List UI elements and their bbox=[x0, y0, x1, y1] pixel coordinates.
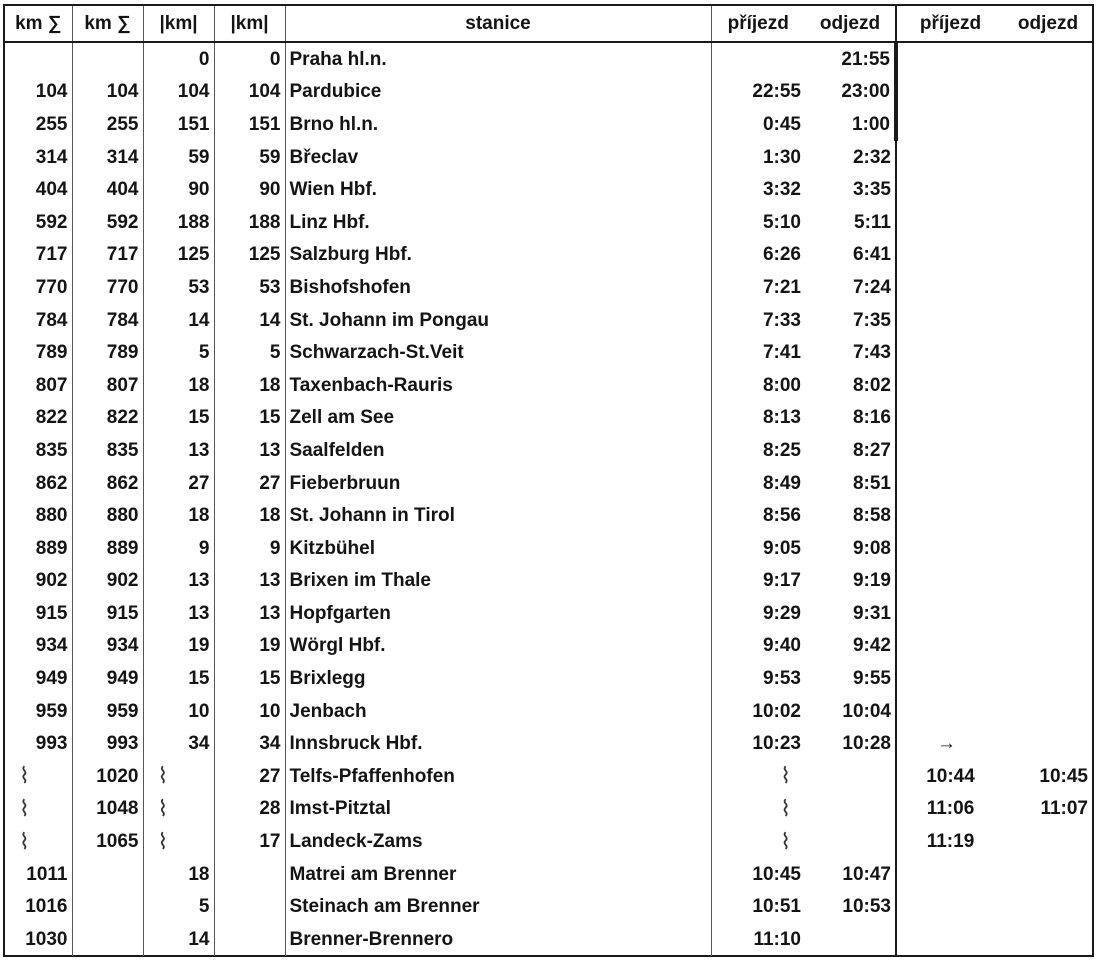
cell-km-sum-main: 835 bbox=[5, 434, 72, 467]
cell-departure-alt: 10:45 bbox=[1039, 765, 1088, 787]
col-header-km-sum-2: km ∑ bbox=[72, 6, 143, 42]
col-header-arrival-1: příjezd bbox=[711, 6, 805, 42]
cell-km-abs-main: 5 bbox=[143, 890, 214, 923]
table-row bbox=[5, 597, 1092, 630]
cell-departure-alt bbox=[1004, 499, 1092, 532]
cell-km-abs-main: 151 bbox=[143, 108, 214, 141]
cell-departure-alt bbox=[1004, 206, 1092, 239]
cell-km-sum-alt: 934 bbox=[72, 630, 143, 663]
cell-km-sum-main: 104 bbox=[5, 76, 72, 109]
cell-km-abs-alt: 18 bbox=[214, 499, 285, 532]
cell-km-abs-main: 34 bbox=[143, 727, 214, 760]
cell-station: Taxenbach-Rauris bbox=[285, 369, 711, 402]
cell-arrival-main: 8:00 bbox=[762, 374, 801, 396]
cell-arrival-main: 9:05 bbox=[762, 537, 801, 559]
table-row bbox=[5, 141, 1092, 174]
cell-km-sum-main: 959 bbox=[5, 695, 72, 728]
cell-departure-alt bbox=[1004, 825, 1092, 858]
cell-km-abs-alt: 13 bbox=[214, 434, 285, 467]
cell-km-abs-alt: 125 bbox=[214, 239, 285, 272]
header-row bbox=[5, 6, 1092, 42]
cell-arrival-alt bbox=[896, 532, 1004, 565]
table-row bbox=[5, 369, 1092, 402]
cell-km-abs-main: 13 bbox=[143, 565, 214, 598]
table-row bbox=[5, 402, 1092, 435]
table-row bbox=[5, 695, 1092, 728]
cell-arrival-alt bbox=[896, 565, 1004, 598]
cell-departure-main: 9:31 bbox=[805, 597, 896, 630]
cell-km-sum-main: 314 bbox=[5, 141, 72, 174]
cell-arrival-alt bbox=[896, 662, 1004, 695]
cell-km-abs-main: 15 bbox=[143, 402, 214, 435]
cell-departure-main: 10:04 bbox=[805, 695, 896, 728]
cell-km-sum-main: 934 bbox=[5, 630, 72, 663]
cell-km-sum-main: 915 bbox=[5, 597, 72, 630]
cell-departure-main bbox=[805, 793, 896, 826]
cell-arrival-main: 3:32 bbox=[762, 179, 801, 201]
table-row bbox=[5, 793, 1092, 826]
cell-km-sum-main: 993 bbox=[5, 727, 72, 760]
cell-km-sum-main: 902 bbox=[5, 565, 72, 598]
cell-km-abs-main: ⌇ bbox=[143, 825, 214, 858]
cell-arrival-main: 5:10 bbox=[762, 211, 801, 233]
cell-departure-main: 3:35 bbox=[805, 173, 896, 206]
cell-km-abs-main: 18 bbox=[143, 858, 214, 891]
cell-arrival-alt bbox=[896, 630, 1004, 663]
cell-station: Matrei am Brenner bbox=[285, 858, 711, 891]
cell-km-sum-main: 717 bbox=[5, 239, 72, 272]
cell-departure-main: 8:27 bbox=[805, 434, 896, 467]
cell-arrival-alt bbox=[896, 695, 1004, 728]
cell-km-abs-alt: 15 bbox=[214, 662, 285, 695]
timetable-sheet bbox=[3, 4, 1094, 957]
cell-station: Brno hl.n. bbox=[285, 108, 711, 141]
cell-km-sum-alt: 889 bbox=[72, 532, 143, 565]
cell-departure-alt bbox=[1004, 923, 1092, 956]
cell-km-abs-main: ⌇ bbox=[143, 760, 214, 793]
cell-departure-alt bbox=[1004, 532, 1092, 565]
cell-arrival-alt bbox=[896, 597, 1004, 630]
cell-km-sum-alt: 1065 bbox=[72, 825, 143, 858]
cell-arrival-alt bbox=[896, 108, 1004, 141]
cell-departure-main: 7:35 bbox=[805, 304, 896, 337]
cell-arrival-main: 7:41 bbox=[762, 342, 801, 364]
cell-arrival-alt bbox=[896, 467, 1004, 500]
cell-km-sum-main: ⌇ bbox=[5, 825, 72, 858]
col-header-departure-2: odjezd bbox=[1004, 6, 1092, 42]
cell-km-abs-main: 53 bbox=[143, 271, 214, 304]
cell-departure-main: 9:42 bbox=[805, 630, 896, 663]
cell-station: Bishofshofen bbox=[285, 271, 711, 304]
table-row bbox=[5, 271, 1092, 304]
cell-arrival-main: 8:49 bbox=[762, 472, 801, 494]
cell-km-abs-alt: 27 bbox=[214, 760, 285, 793]
cell-km-sum-alt: 1020 bbox=[72, 760, 143, 793]
cell-arrival-main: 0:45 bbox=[762, 113, 801, 135]
cell-km-sum-main: 789 bbox=[5, 336, 72, 369]
cell-km-abs-main: 14 bbox=[143, 304, 214, 337]
table-row bbox=[5, 565, 1092, 598]
cell-km-sum-alt: 949 bbox=[72, 662, 143, 695]
cell-departure-alt bbox=[1004, 369, 1092, 402]
cell-km-abs-alt: 19 bbox=[214, 630, 285, 663]
cell-departure-alt bbox=[1004, 42, 1092, 76]
table-row bbox=[5, 108, 1092, 141]
cell-km-sum-main: 1016 bbox=[5, 890, 72, 923]
cell-km-abs-main: 188 bbox=[143, 206, 214, 239]
cell-departure-main bbox=[805, 825, 896, 858]
cell-km-sum-main: 1011 bbox=[5, 858, 72, 891]
cell-arrival-main: 10:45 bbox=[752, 863, 801, 885]
cell-station: Innsbruck Hbf. bbox=[285, 727, 711, 760]
cell-departure-main: 10:47 bbox=[805, 858, 896, 891]
cell-km-sum-main: 784 bbox=[5, 304, 72, 337]
cell-station: Imst-Pitztal bbox=[285, 793, 711, 826]
cell-km-sum-alt: 255 bbox=[72, 108, 143, 141]
cell-arrival-main: 7:33 bbox=[762, 309, 801, 331]
cell-km-sum-main: 949 bbox=[5, 662, 72, 695]
cell-km-abs-alt: 17 bbox=[214, 825, 285, 858]
cell-arrival-main: 8:25 bbox=[762, 439, 801, 461]
cell-departure-alt: 11:07 bbox=[1040, 798, 1088, 820]
cell-departure-main: 7:24 bbox=[805, 271, 896, 304]
cell-arrival-alt bbox=[896, 890, 1004, 923]
cell-departure-main bbox=[805, 923, 896, 956]
table-row bbox=[5, 499, 1092, 532]
cell-station: Hopfgarten bbox=[285, 597, 711, 630]
cell-km-abs-main: 13 bbox=[143, 434, 214, 467]
cell-station: Brixen im Thale bbox=[285, 565, 711, 598]
cell-arrival-alt: 11:06 bbox=[926, 798, 975, 820]
cell-arrival-main: 9:40 bbox=[762, 635, 801, 657]
cell-km-sum-alt: 784 bbox=[72, 304, 143, 337]
cell-arrival-main: 9:17 bbox=[762, 570, 801, 592]
cell-station: Pardubice bbox=[285, 76, 711, 109]
cell-km-sum-main: 880 bbox=[5, 499, 72, 532]
cell-arrival-main: 10:23 bbox=[752, 733, 801, 755]
cell-km-sum-alt: 1048 bbox=[72, 793, 143, 826]
cell-departure-alt bbox=[1004, 727, 1092, 760]
table-row bbox=[5, 630, 1092, 663]
table-row bbox=[5, 42, 1092, 76]
col-header-arrival-2: příjezd bbox=[896, 6, 1004, 42]
table-row bbox=[5, 532, 1092, 565]
cell-arrival-main: 9:29 bbox=[762, 602, 801, 624]
cell-departure-main: 7:43 bbox=[805, 336, 896, 369]
cell-km-sum-main: 255 bbox=[5, 108, 72, 141]
col-header-station: stanice bbox=[285, 6, 711, 42]
cell-arrival-alt bbox=[896, 499, 1004, 532]
cell-departure-main: 9:55 bbox=[805, 662, 896, 695]
cell-departure-alt bbox=[1004, 402, 1092, 435]
cell-km-abs-alt: 34 bbox=[214, 727, 285, 760]
cell-station: Zell am See bbox=[285, 402, 711, 435]
cell-km-abs-alt: 27 bbox=[214, 467, 285, 500]
cell-km-abs-alt: 53 bbox=[214, 271, 285, 304]
cell-km-sum-main: ⌇ bbox=[5, 760, 72, 793]
col-header-departure-1: odjezd bbox=[805, 6, 896, 42]
cell-station: Wien Hbf. bbox=[285, 173, 711, 206]
cell-arrival-main: 10:51 bbox=[752, 896, 801, 918]
cell-departure-alt bbox=[1004, 695, 1092, 728]
cell-km-abs-alt: 13 bbox=[214, 597, 285, 630]
col-header-km-abs-1: |km| bbox=[143, 6, 214, 42]
cell-km-abs-main: 9 bbox=[143, 532, 214, 565]
cell-departure-alt bbox=[1004, 336, 1092, 369]
table-row bbox=[5, 662, 1092, 695]
cell-departure-main: 8:58 bbox=[805, 499, 896, 532]
cell-departure-main bbox=[805, 760, 896, 793]
cell-arrival-alt bbox=[896, 76, 1004, 109]
cell-arrival-alt: 10:44 bbox=[926, 765, 975, 787]
cell-km-sum-main: ⌇ bbox=[5, 793, 72, 826]
table-row bbox=[5, 727, 1092, 760]
cell-arrival-alt bbox=[896, 369, 1004, 402]
cell-arrival-alt bbox=[896, 402, 1004, 435]
cell-arrival-main: ⌇ bbox=[780, 828, 791, 854]
cell-km-sum-alt: 822 bbox=[72, 402, 143, 435]
cell-km-sum-alt: 880 bbox=[72, 499, 143, 532]
cell-departure-main: 6:41 bbox=[805, 239, 896, 272]
table-row bbox=[5, 336, 1092, 369]
cell-departure-alt bbox=[1004, 434, 1092, 467]
table-row bbox=[5, 239, 1092, 272]
cell-km-abs-main: 104 bbox=[143, 76, 214, 109]
cell-arrival-main: 10:02 bbox=[752, 700, 801, 722]
cell-km-sum-main: 807 bbox=[5, 369, 72, 402]
cell-departure-alt bbox=[1004, 890, 1092, 923]
cell-km-abs-main: 5 bbox=[143, 336, 214, 369]
cell-km-abs-alt bbox=[214, 858, 285, 891]
timetable bbox=[5, 6, 1092, 956]
cell-departure-alt bbox=[1004, 662, 1092, 695]
cell-station: Praha hl.n. bbox=[285, 42, 711, 76]
table-row bbox=[5, 858, 1092, 891]
cell-km-sum-alt bbox=[72, 890, 143, 923]
cell-km-sum-alt: 104 bbox=[72, 76, 143, 109]
cell-km-sum-alt: 592 bbox=[72, 206, 143, 239]
cell-departure-main: 10:28 bbox=[805, 727, 896, 760]
cell-km-abs-main: 15 bbox=[143, 662, 214, 695]
cell-km-abs-main: ⌇ bbox=[143, 793, 214, 826]
cell-arrival-alt: 11:19 bbox=[926, 831, 975, 853]
cell-km-sum-alt: 835 bbox=[72, 434, 143, 467]
cell-departure-main: 8:51 bbox=[805, 467, 896, 500]
cell-km-abs-main: 90 bbox=[143, 173, 214, 206]
cell-departure-alt bbox=[1004, 271, 1092, 304]
cell-km-abs-main: 19 bbox=[143, 630, 214, 663]
cell-station: Brenner-Brennero bbox=[285, 923, 711, 956]
cell-km-abs-alt: 0 bbox=[214, 42, 285, 76]
cell-km-abs-alt: 13 bbox=[214, 565, 285, 598]
table-row bbox=[5, 304, 1092, 337]
cell-km-sum-alt: 404 bbox=[72, 173, 143, 206]
cell-km-abs-main: 27 bbox=[143, 467, 214, 500]
cell-km-sum-main: 404 bbox=[5, 173, 72, 206]
cell-departure-main: 8:02 bbox=[805, 369, 896, 402]
cell-departure-main: 10:53 bbox=[805, 890, 896, 923]
cell-km-sum-main: 592 bbox=[5, 206, 72, 239]
cell-departure-main: 1:00 bbox=[805, 108, 896, 141]
cell-km-abs-main: 10 bbox=[143, 695, 214, 728]
cell-departure-main: 8:16 bbox=[805, 402, 896, 435]
cell-station: Kitzbühel bbox=[285, 532, 711, 565]
cell-station: Landeck-Zams bbox=[285, 825, 711, 858]
cell-arrival-alt bbox=[896, 858, 1004, 891]
table-row bbox=[5, 173, 1092, 206]
cell-station: Wörgl Hbf. bbox=[285, 630, 711, 663]
table-row bbox=[5, 76, 1092, 109]
cell-arrival-alt bbox=[896, 271, 1004, 304]
cell-departure-main: 9:08 bbox=[805, 532, 896, 565]
cell-km-abs-main: 18 bbox=[143, 369, 214, 402]
cell-km-sum-main: 770 bbox=[5, 271, 72, 304]
cell-station: Salzburg Hbf. bbox=[285, 239, 711, 272]
cell-departure-main: 21:55 bbox=[805, 42, 896, 76]
cell-arrival-main: 9:53 bbox=[762, 668, 801, 690]
cell-km-abs-alt: 188 bbox=[214, 206, 285, 239]
cell-arrival-alt bbox=[896, 923, 1004, 956]
cell-arrival-main: 1:30 bbox=[762, 146, 801, 168]
table-row bbox=[5, 760, 1092, 793]
cell-km-abs-main: 0 bbox=[143, 42, 214, 76]
cell-km-sum-main: 862 bbox=[5, 467, 72, 500]
cell-station: Telfs-Pfaffenhofen bbox=[285, 760, 711, 793]
cell-departure-main: 2:32 bbox=[805, 141, 896, 174]
cell-arrival-alt bbox=[896, 42, 1004, 76]
cell-departure-main: 5:11 bbox=[805, 206, 896, 239]
cell-station: Břeclav bbox=[285, 141, 711, 174]
table-row bbox=[5, 467, 1092, 500]
continuation-arrow-icon: → bbox=[937, 733, 956, 755]
cell-station: Linz Hbf. bbox=[285, 206, 711, 239]
cell-km-sum-alt bbox=[72, 923, 143, 956]
cell-km-abs-alt: 9 bbox=[214, 532, 285, 565]
cell-km-abs-alt: 10 bbox=[214, 695, 285, 728]
cell-km-abs-alt: 18 bbox=[214, 369, 285, 402]
cell-arrival-main bbox=[711, 42, 805, 76]
cell-km-abs-alt bbox=[214, 890, 285, 923]
table-row bbox=[5, 434, 1092, 467]
cell-km-sum-main bbox=[5, 42, 72, 76]
cell-arrival-alt bbox=[896, 304, 1004, 337]
cell-km-sum-alt: 789 bbox=[72, 336, 143, 369]
cell-station: Schwarzach-St.Veit bbox=[285, 336, 711, 369]
cell-km-sum-alt: 862 bbox=[72, 467, 143, 500]
cell-km-abs-alt: 5 bbox=[214, 336, 285, 369]
cell-station: Jenbach bbox=[285, 695, 711, 728]
cell-station: Steinach am Brenner bbox=[285, 890, 711, 923]
cell-km-abs-alt: 28 bbox=[214, 793, 285, 826]
cell-departure-alt bbox=[1004, 108, 1092, 141]
cell-arrival-alt bbox=[896, 336, 1004, 369]
cell-departure-alt bbox=[1004, 239, 1092, 272]
col-header-km-abs-2: |km| bbox=[214, 6, 285, 42]
cell-arrival-main: 6:26 bbox=[762, 244, 801, 266]
cell-station: Brixlegg bbox=[285, 662, 711, 695]
cell-km-abs-main: 13 bbox=[143, 597, 214, 630]
cell-km-sum-main: 822 bbox=[5, 402, 72, 435]
table-row bbox=[5, 923, 1092, 956]
cell-station: St. Johann in Tirol bbox=[285, 499, 711, 532]
cell-km-sum-alt: 959 bbox=[72, 695, 143, 728]
cell-km-sum-main: 1030 bbox=[5, 923, 72, 956]
cell-km-sum-alt: 717 bbox=[72, 239, 143, 272]
cell-km-sum-alt: 770 bbox=[72, 271, 143, 304]
cell-arrival-main: 8:13 bbox=[762, 407, 801, 429]
cell-departure-alt bbox=[1004, 467, 1092, 500]
cell-departure-alt bbox=[1004, 630, 1092, 663]
cell-arrival-alt bbox=[896, 239, 1004, 272]
col-header-km-sum-1: km ∑ bbox=[5, 6, 72, 42]
cell-departure-alt bbox=[1004, 858, 1092, 891]
cell-arrival-main: 7:21 bbox=[762, 276, 801, 298]
cell-arrival-main: 22:55 bbox=[752, 81, 801, 103]
cell-km-sum-alt: 902 bbox=[72, 565, 143, 598]
cell-departure-alt bbox=[1004, 565, 1092, 598]
cell-station: St. Johann im Pongau bbox=[285, 304, 711, 337]
table-row bbox=[5, 890, 1092, 923]
cell-station: Saalfelden bbox=[285, 434, 711, 467]
cell-arrival-alt bbox=[896, 434, 1004, 467]
table-row bbox=[5, 206, 1092, 239]
cell-km-abs-alt: 151 bbox=[214, 108, 285, 141]
cell-departure-alt bbox=[1004, 76, 1092, 109]
cell-arrival-alt bbox=[896, 141, 1004, 174]
cell-km-abs-alt: 104 bbox=[214, 76, 285, 109]
cell-km-sum-alt bbox=[72, 858, 143, 891]
cell-km-abs-main: 18 bbox=[143, 499, 214, 532]
timetable-body bbox=[5, 42, 1092, 956]
cell-departure-alt bbox=[1004, 304, 1092, 337]
cell-km-abs-alt: 14 bbox=[214, 304, 285, 337]
cell-arrival-main: ⌇ bbox=[780, 795, 791, 821]
cell-departure-alt bbox=[1004, 173, 1092, 206]
cell-km-abs-alt: 90 bbox=[214, 173, 285, 206]
cell-arrival-main: 8:56 bbox=[762, 505, 801, 527]
cell-km-sum-alt bbox=[72, 42, 143, 76]
cell-arrival-main: 11:10 bbox=[753, 928, 801, 950]
cell-km-sum-main: 889 bbox=[5, 532, 72, 565]
cell-departure-alt bbox=[1004, 597, 1092, 630]
cell-departure-alt bbox=[1004, 141, 1092, 174]
cell-km-sum-alt: 807 bbox=[72, 369, 143, 402]
cell-arrival-main: ⌇ bbox=[780, 763, 791, 789]
cell-km-sum-alt: 915 bbox=[72, 597, 143, 630]
table-row bbox=[5, 825, 1092, 858]
cell-km-abs-main: 59 bbox=[143, 141, 214, 174]
cell-km-abs-alt bbox=[214, 923, 285, 956]
cell-departure-main: 9:19 bbox=[805, 565, 896, 598]
cell-departure-main: 23:00 bbox=[805, 76, 896, 109]
cell-km-abs-main: 14 bbox=[143, 923, 214, 956]
cell-km-sum-alt: 314 bbox=[72, 141, 143, 174]
cell-arrival-alt bbox=[896, 206, 1004, 239]
cell-km-sum-alt: 993 bbox=[72, 727, 143, 760]
cell-km-abs-alt: 15 bbox=[214, 402, 285, 435]
cell-station: Fieberbruun bbox=[285, 467, 711, 500]
cell-km-abs-alt: 59 bbox=[214, 141, 285, 174]
cell-arrival-alt bbox=[896, 173, 1004, 206]
cell-km-abs-main: 125 bbox=[143, 239, 214, 272]
